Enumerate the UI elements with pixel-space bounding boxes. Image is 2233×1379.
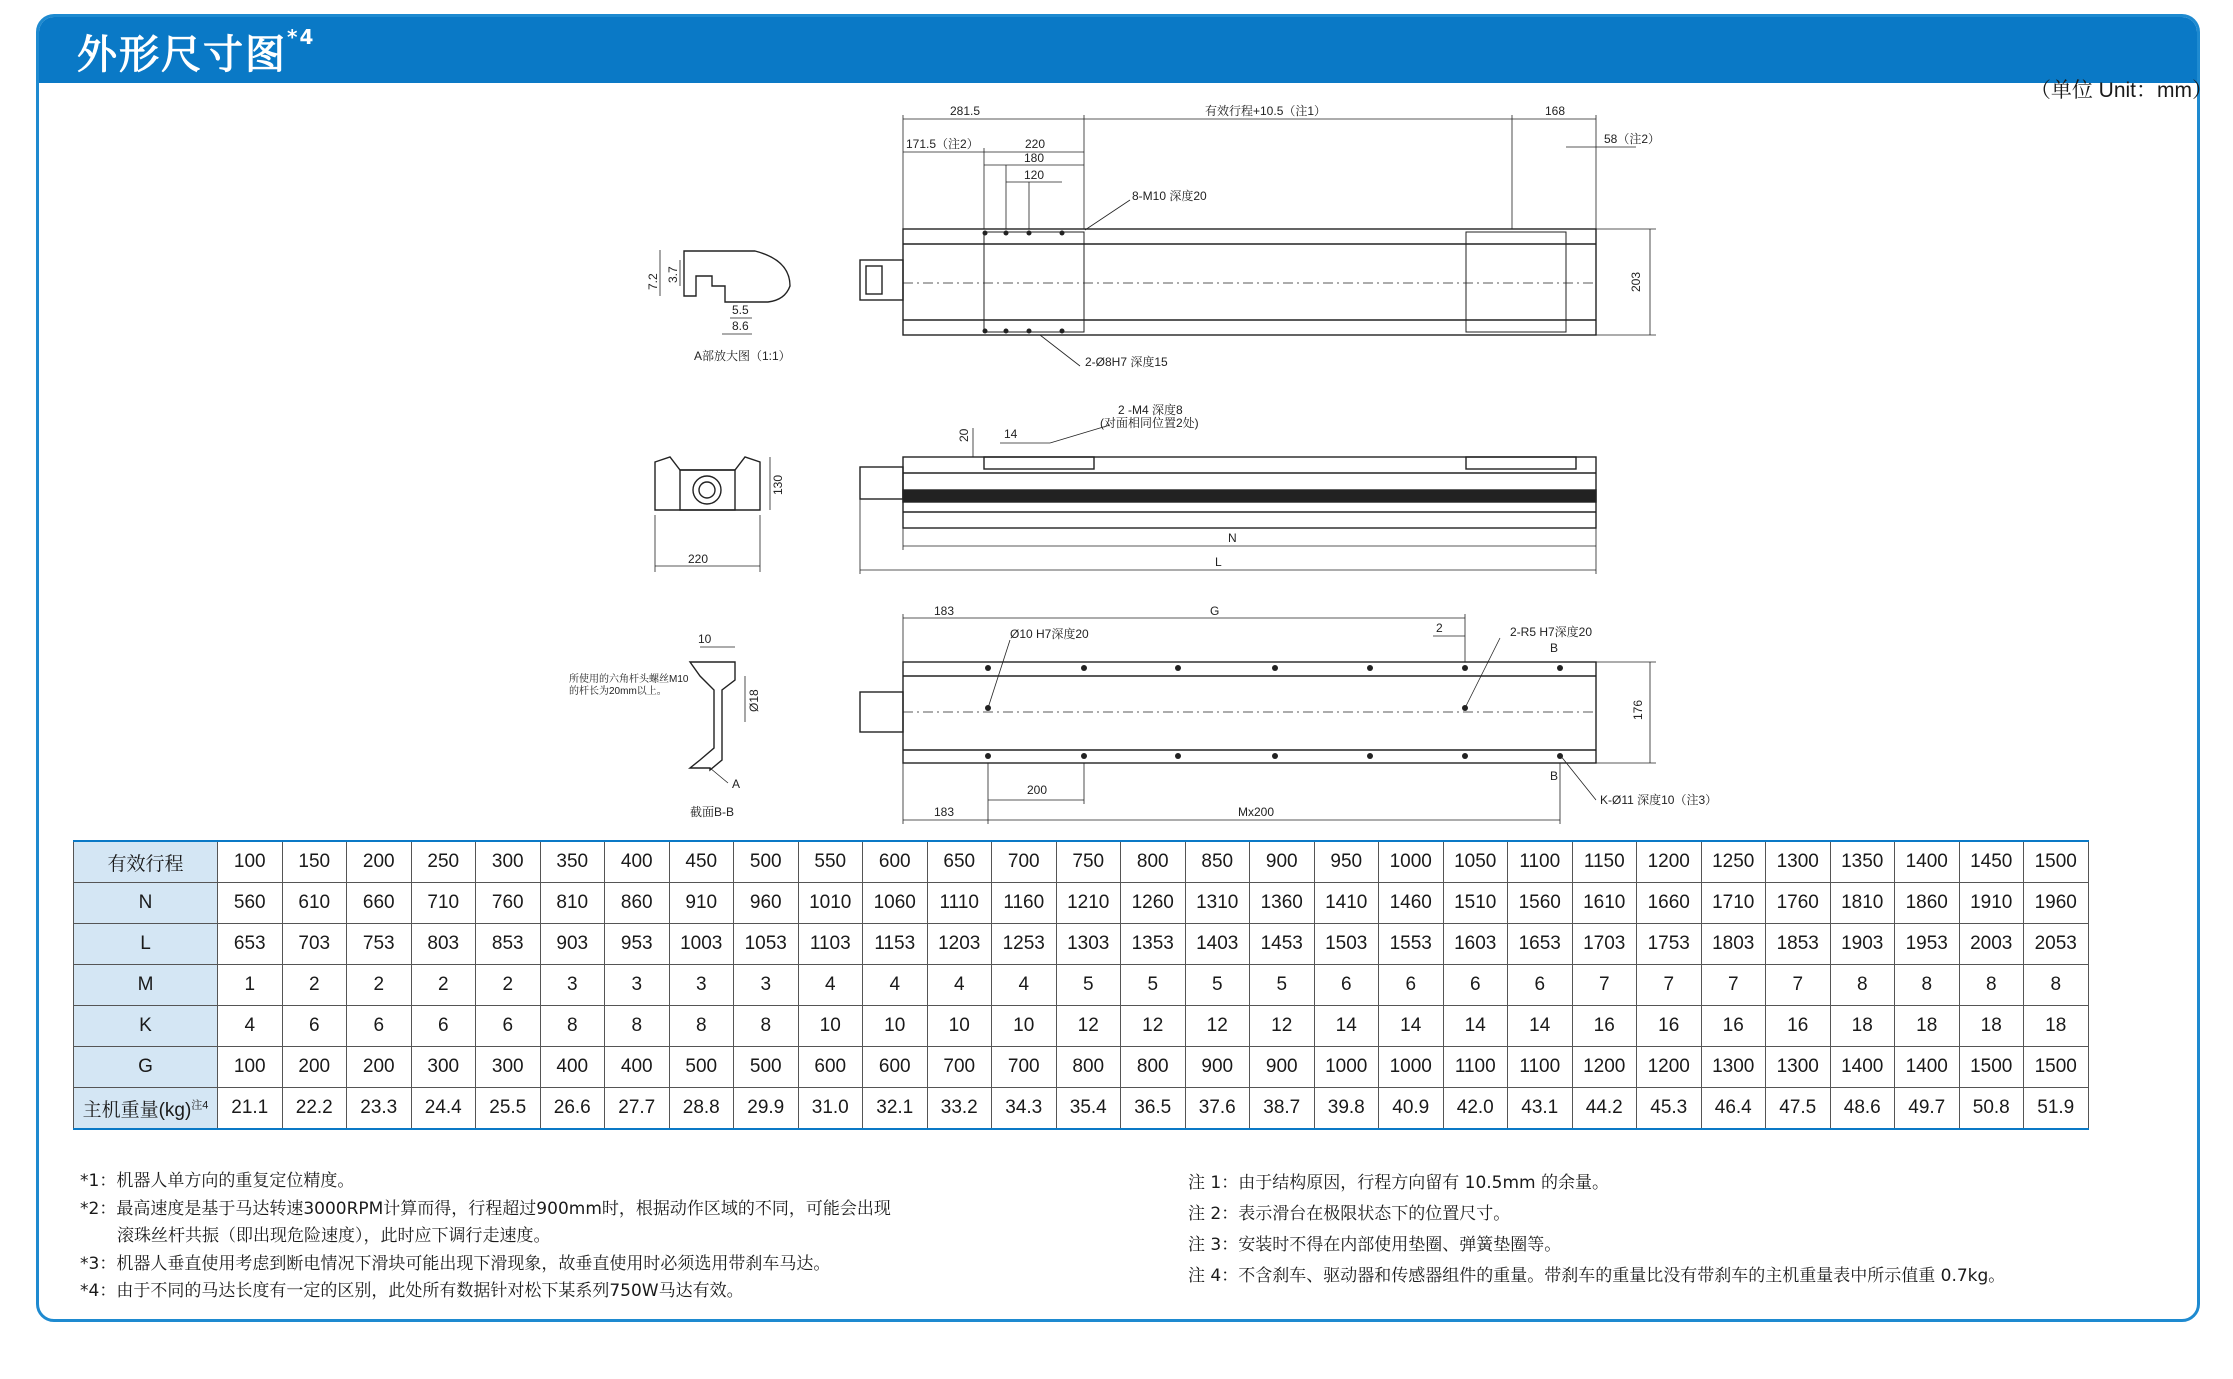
dim-72: 7.2 — [646, 273, 660, 290]
table-cell: 1760 — [1766, 883, 1831, 924]
table-cell: 900 — [1250, 841, 1315, 883]
row-label: N — [74, 883, 218, 924]
table-cell: 1610 — [1572, 883, 1637, 924]
table-cell: 1200 — [1572, 1047, 1637, 1088]
table-row — [74, 1006, 2089, 1047]
table-cell: 610 — [282, 883, 347, 924]
label-m4-note: (对面相同位置2处) — [1100, 416, 1199, 430]
dim-183-top: 183 — [934, 604, 955, 618]
table-cell: 8 — [540, 1006, 605, 1047]
table-cell: 560 — [218, 883, 283, 924]
table-cell: 6 — [476, 1006, 541, 1047]
table-cell: 35.4 — [1056, 1088, 1121, 1130]
table-cell: 38.7 — [1250, 1088, 1315, 1130]
footnotes-right — [1188, 1168, 2005, 1292]
table-cell: 23.3 — [347, 1088, 412, 1130]
table-cell: 350 — [540, 841, 605, 883]
table-cell: 1053 — [734, 924, 799, 965]
table-cell: 48.6 — [1830, 1088, 1895, 1130]
table-cell: 1153 — [863, 924, 928, 965]
dim-g: G — [1210, 604, 1220, 618]
table-cell: 1360 — [1250, 883, 1315, 924]
table-cell: 47.5 — [1766, 1088, 1831, 1130]
dim-180: 180 — [1024, 151, 1045, 165]
table-cell: 700 — [992, 1047, 1057, 1088]
table-cell: 710 — [411, 883, 476, 924]
table-cell: 2003 — [1959, 924, 2024, 965]
table-cell: 8 — [1830, 965, 1895, 1006]
table-cell: 6 — [1443, 965, 1508, 1006]
table-cell: 1753 — [1637, 924, 1702, 965]
table-cell: 1110 — [927, 883, 992, 924]
dim-130: 130 — [771, 474, 785, 495]
table-cell: 1960 — [2024, 883, 2089, 924]
dim-58: 58（注2） — [1604, 132, 1661, 146]
dim-20: 20 — [957, 428, 971, 442]
table-cell: 1553 — [1379, 924, 1444, 965]
table-cell: 1653 — [1508, 924, 1573, 965]
table-cell: 6 — [1314, 965, 1379, 1006]
table-cell: 3 — [734, 965, 799, 1006]
table-cell: 51.9 — [2024, 1088, 2089, 1130]
row-label: 主机重量(kg)$^{注4}$ — [74, 1088, 218, 1130]
dim-n: N — [1228, 531, 1237, 545]
dim-220: 220 — [1025, 137, 1046, 151]
dim-120: 120 — [1024, 168, 1045, 182]
table-cell: 810 — [540, 883, 605, 924]
table-cell: 42.0 — [1443, 1088, 1508, 1130]
table-cell: 1603 — [1443, 924, 1508, 965]
table-cell: 800 — [1121, 1047, 1186, 1088]
table-cell: 22.2 — [282, 1088, 347, 1130]
actuator-bottom-body — [903, 662, 1596, 763]
footnotes-left — [80, 1168, 891, 1306]
label-m4: 2 -M4 深度8 — [1118, 403, 1183, 417]
section-bb-caption: 截面B-B — [690, 805, 735, 819]
label-pin8: 2-Ø8H7 深度15 — [1085, 355, 1168, 369]
table-cell: 1000 — [1314, 1047, 1379, 1088]
table-cell: 100 — [218, 841, 283, 883]
row-label: G — [74, 1047, 218, 1088]
dim-stroke: 有效行程+10.5（注1） — [1205, 104, 1327, 118]
table-cell: 803 — [411, 924, 476, 965]
table-cell: 1100 — [1443, 1047, 1508, 1088]
table-cell: 21.1 — [218, 1088, 283, 1130]
table-cell: 600 — [863, 1047, 928, 1088]
note-3: 注 3：安装时不得在内部使用垫圈、弹簧垫圈等。 — [1188, 1235, 1562, 1255]
page-title: 外形尺寸图$^{*4}$ — [77, 25, 316, 78]
table-cell: 10 — [927, 1006, 992, 1047]
table-cell: 12 — [1121, 1006, 1186, 1047]
dim-171: 171.5（注2） — [906, 137, 979, 151]
dimension-table — [73, 840, 2089, 1130]
table-cell: 1803 — [1701, 924, 1766, 965]
table-cell: 600 — [863, 841, 928, 883]
label-pin10: Ø10 H7深度20 — [1010, 627, 1089, 641]
label-m10: 8-M10 深度20 — [1132, 189, 1207, 203]
table-cell: 450 — [669, 841, 734, 883]
table-cell: 14 — [1443, 1006, 1508, 1047]
table-cell: 7 — [1637, 965, 1702, 1006]
table-cell: 10 — [992, 1006, 1057, 1047]
row-label: K — [74, 1006, 218, 1047]
table-cell: 46.4 — [1701, 1088, 1766, 1130]
table-cell: 1300 — [1766, 1047, 1831, 1088]
table-row — [74, 883, 2089, 924]
table-cell: 18 — [1959, 1006, 2024, 1047]
table-cell: 910 — [669, 883, 734, 924]
table-cell: 1450 — [1959, 841, 2024, 883]
table-cell: 1160 — [992, 883, 1057, 924]
unit-label: （单位 Unit：mm） — [2029, 79, 2213, 102]
dim-176: 176 — [1631, 699, 1645, 720]
table-cell: 18 — [2024, 1006, 2089, 1047]
table-cell: 2 — [347, 965, 412, 1006]
table-row — [74, 965, 2089, 1006]
dim-l: L — [1215, 555, 1222, 569]
table-cell: 1203 — [927, 924, 992, 965]
table-cell: 37.6 — [1185, 1088, 1250, 1130]
table-cell: 34.3 — [992, 1088, 1057, 1130]
dim-55: 5.5 — [732, 303, 749, 317]
dim-14: 14 — [1004, 427, 1018, 441]
detail-a-profile — [684, 251, 790, 302]
table-cell: 6 — [347, 1006, 412, 1047]
table-cell: 2 — [282, 965, 347, 1006]
table-cell: 3 — [605, 965, 670, 1006]
table-cell: 8 — [605, 1006, 670, 1047]
dim-220-end: 220 — [688, 552, 709, 566]
table-cell: 1253 — [992, 924, 1057, 965]
table-row — [74, 924, 2089, 965]
table-cell: 1100 — [1508, 841, 1573, 883]
table-cell: 1353 — [1121, 924, 1186, 965]
table-cell: 10 — [798, 1006, 863, 1047]
dim-200: 200 — [1027, 783, 1048, 797]
table-cell: 50.8 — [1959, 1088, 2024, 1130]
note-2: 注 2：表示滑台在极限状态下的位置尺寸。 — [1188, 1204, 1511, 1224]
table-cell: 1103 — [798, 924, 863, 965]
table-cell: 1 — [218, 965, 283, 1006]
table-cell: 6 — [1508, 965, 1573, 1006]
footnote-4: *4：由于不同的马达长度有一定的区别，此处所有数据针对松下某系列750W马达有效。 — [80, 1281, 744, 1301]
table-cell: 26.6 — [540, 1088, 605, 1130]
table-cell: 1460 — [1379, 883, 1444, 924]
table-cell: 2 — [476, 965, 541, 1006]
footnote-3: *3：机器人垂直使用考虑到断电情况下滑块可能出现下滑现象，故垂直使用时必须选用带刹车马达。 — [80, 1253, 831, 1274]
table-cell: 6 — [411, 1006, 476, 1047]
row-label: 有效行程 — [74, 841, 218, 883]
table-cell: 33.2 — [927, 1088, 992, 1130]
table-cell: 31.0 — [798, 1088, 863, 1130]
table-cell: 7 — [1766, 965, 1831, 1006]
table-cell: 1303 — [1056, 924, 1121, 965]
section-b-profile — [690, 662, 735, 770]
table-cell: 6 — [1379, 965, 1444, 1006]
table-cell: 760 — [476, 883, 541, 924]
table-cell: 16 — [1766, 1006, 1831, 1047]
table-cell: 16 — [1637, 1006, 1702, 1047]
table-cell: 600 — [798, 1047, 863, 1088]
table-row — [74, 1088, 2089, 1130]
table-cell: 2 — [411, 965, 476, 1006]
table-cell: 1453 — [1250, 924, 1315, 965]
table-cell: 660 — [347, 883, 412, 924]
table-cell: 900 — [1250, 1047, 1315, 1088]
table-cell: 12 — [1185, 1006, 1250, 1047]
table-cell: 1853 — [1766, 924, 1831, 965]
table-cell: 14 — [1508, 1006, 1573, 1047]
table-cell: 900 — [1185, 1047, 1250, 1088]
table-cell: 4 — [218, 1006, 283, 1047]
table-cell: 800 — [1121, 841, 1186, 883]
table-cell: 8 — [669, 1006, 734, 1047]
dim-203: 203 — [1629, 271, 1643, 292]
table-cell: 4 — [798, 965, 863, 1006]
table-cell: 8 — [1959, 965, 2024, 1006]
table-cell: 753 — [347, 924, 412, 965]
table-cell: 2053 — [2024, 924, 2089, 965]
table-cell: 1703 — [1572, 924, 1637, 965]
table-cell: 700 — [927, 1047, 992, 1088]
table-cell: 1260 — [1121, 883, 1186, 924]
table-cell: 1903 — [1830, 924, 1895, 965]
table-cell: 960 — [734, 883, 799, 924]
table-cell: 150 — [282, 841, 347, 883]
table-cell: 29.9 — [734, 1088, 799, 1130]
footnote-1: *1：机器人单方向的重复定位精度。 — [80, 1171, 355, 1191]
dim-168: 168 — [1545, 104, 1566, 118]
table-cell: 5 — [1250, 965, 1315, 1006]
label-r5: 2-R5 H7深度20 — [1510, 625, 1593, 639]
table-row — [74, 841, 2089, 883]
table-cell: 5 — [1185, 965, 1250, 1006]
end-view-profile — [655, 457, 760, 510]
table-cell: 14 — [1379, 1006, 1444, 1047]
table-cell: 250 — [411, 841, 476, 883]
label-a: A — [732, 777, 741, 791]
table-cell: 32.1 — [863, 1088, 928, 1130]
table-cell: 1350 — [1830, 841, 1895, 883]
table-cell: 300 — [411, 1047, 476, 1088]
footnote-2: *2：最高速度是基于马达转速3000RPM计算而得，行程超过900mm时，根据动作区域的不同，可能会出现 — [80, 1198, 891, 1219]
table-cell: 750 — [1056, 841, 1121, 883]
table-cell: 7 — [1572, 965, 1637, 1006]
table-cell: 4 — [927, 965, 992, 1006]
table-cell: 1200 — [1637, 841, 1702, 883]
table-cell: 1910 — [1959, 883, 2024, 924]
table-cell: 950 — [1314, 841, 1379, 883]
table-cell: 10 — [863, 1006, 928, 1047]
table-cell: 4 — [863, 965, 928, 1006]
table-cell: 5 — [1121, 965, 1186, 1006]
table-cell: 1050 — [1443, 841, 1508, 883]
bolt-note-2: 的杆长为20mm以上。 — [569, 686, 667, 697]
table-cell: 18 — [1895, 1006, 1960, 1047]
note-1: 注 1：由于结构原因，行程方向留有 10.5mm 的余量。 — [1188, 1173, 1609, 1193]
table-cell: 1200 — [1637, 1047, 1702, 1088]
table-cell: 1210 — [1056, 883, 1121, 924]
table-cell: 1500 — [2024, 841, 2089, 883]
table-cell: 1150 — [1572, 841, 1637, 883]
table-cell: 653 — [218, 924, 283, 965]
table-cell: 28.8 — [669, 1088, 734, 1130]
detail-a-caption: A部放大图（1:1） — [694, 349, 791, 363]
table-cell: 12 — [1056, 1006, 1121, 1047]
table-cell: 1710 — [1701, 883, 1766, 924]
table-cell: 650 — [927, 841, 992, 883]
table-cell: 200 — [347, 841, 412, 883]
dim-2: 2 — [1436, 621, 1443, 635]
table-cell: 4 — [992, 965, 1057, 1006]
table-cell: 1000 — [1379, 841, 1444, 883]
table-cell: 500 — [734, 841, 799, 883]
table-cell: 8 — [734, 1006, 799, 1047]
footnote-2-cont: 滚珠丝杆共振（即出现危险速度），此时应下调行走速度。 — [117, 1226, 551, 1246]
table-cell: 40.9 — [1379, 1088, 1444, 1130]
row-label: L — [74, 924, 218, 965]
table-cell: 500 — [669, 1047, 734, 1088]
table-cell: 45.3 — [1637, 1088, 1702, 1130]
table-cell: 1660 — [1637, 883, 1702, 924]
table-cell: 25.5 — [476, 1088, 541, 1130]
dim-10: 10 — [698, 632, 712, 646]
table-cell: 1810 — [1830, 883, 1895, 924]
table-cell: 6 — [282, 1006, 347, 1047]
table-cell: 8 — [2024, 965, 2089, 1006]
table-cell: 27.7 — [605, 1088, 670, 1130]
table-cell: 1510 — [1443, 883, 1508, 924]
table-cell: 39.8 — [1314, 1088, 1379, 1130]
table-cell: 3 — [669, 965, 734, 1006]
dim-37: 3.7 — [666, 266, 680, 283]
table-cell: 200 — [282, 1047, 347, 1088]
table-cell: 1410 — [1314, 883, 1379, 924]
table-cell: 1250 — [1701, 841, 1766, 883]
table-cell: 703 — [282, 924, 347, 965]
dim-mx200: Mx200 — [1238, 805, 1275, 819]
table-cell: 1010 — [798, 883, 863, 924]
table-cell: 36.5 — [1121, 1088, 1186, 1130]
bolt-note-1: 所使用的六角杆头螺丝M10 — [569, 674, 689, 685]
table-cell: 500 — [734, 1047, 799, 1088]
table-cell: 400 — [540, 1047, 605, 1088]
table-cell: 550 — [798, 841, 863, 883]
label-b-bottom: B — [1550, 769, 1559, 783]
table-cell: 3 — [540, 965, 605, 1006]
table-cell: 1403 — [1185, 924, 1250, 965]
table-row — [74, 1047, 2089, 1088]
table-cell: 1000 — [1379, 1047, 1444, 1088]
dim-281: 281.5 — [950, 104, 981, 118]
note-4: 注 4：不含刹车、驱动器和传感器组件的重量。带刹车的重量比没有带刹车的主机重量表中所示值重 0.7kg。 — [1188, 1266, 2006, 1286]
table-cell: 1560 — [1508, 883, 1573, 924]
table-cell: 1300 — [1701, 1047, 1766, 1088]
table-cell: 400 — [605, 841, 670, 883]
table-cell: 8 — [1895, 965, 1960, 1006]
label-k11: K-Ø11 深度10（注3） — [1600, 793, 1718, 807]
table-cell: 1310 — [1185, 883, 1250, 924]
table-cell: 300 — [476, 841, 541, 883]
table-cell: 12 — [1250, 1006, 1315, 1047]
table-cell: 44.2 — [1572, 1088, 1637, 1130]
dim-18: Ø18 — [747, 689, 761, 712]
label-b-top: B — [1550, 641, 1559, 655]
table-cell: 1400 — [1895, 1047, 1960, 1088]
table-cell: 1100 — [1508, 1047, 1573, 1088]
table-cell: 200 — [347, 1047, 412, 1088]
table-cell: 24.4 — [411, 1088, 476, 1130]
dim-183-bottom: 183 — [934, 805, 955, 819]
table-cell: 43.1 — [1508, 1088, 1573, 1130]
actuator-top-body — [903, 229, 1596, 335]
table-cell: 1400 — [1830, 1047, 1895, 1088]
table-cell: 1400 — [1895, 841, 1960, 883]
table-cell: 800 — [1056, 1047, 1121, 1088]
table-cell: 14 — [1314, 1006, 1379, 1047]
table-cell: 16 — [1701, 1006, 1766, 1047]
table-cell: 1003 — [669, 924, 734, 965]
table-cell: 49.7 — [1895, 1088, 1960, 1130]
table-cell: 1503 — [1314, 924, 1379, 965]
table-cell: 1060 — [863, 883, 928, 924]
row-label: M — [74, 965, 218, 1006]
table-cell: 18 — [1830, 1006, 1895, 1047]
table-cell: 850 — [1185, 841, 1250, 883]
table-cell: 1500 — [2024, 1047, 2089, 1088]
table-cell: 7 — [1701, 965, 1766, 1006]
table-cell: 5 — [1056, 965, 1121, 1006]
table-cell: 903 — [540, 924, 605, 965]
table-cell: 853 — [476, 924, 541, 965]
table-cell: 1860 — [1895, 883, 1960, 924]
table-cell: 860 — [605, 883, 670, 924]
table-cell: 400 — [605, 1047, 670, 1088]
table-cell: 300 — [476, 1047, 541, 1088]
table-cell: 1500 — [1959, 1047, 2024, 1088]
table-cell: 953 — [605, 924, 670, 965]
table-cell: 100 — [218, 1047, 283, 1088]
table-cell: 16 — [1572, 1006, 1637, 1047]
table-cell: 1953 — [1895, 924, 1960, 965]
dim-86: 8.6 — [732, 319, 749, 333]
table-cell: 700 — [992, 841, 1057, 883]
table-cell: 1300 — [1766, 841, 1831, 883]
